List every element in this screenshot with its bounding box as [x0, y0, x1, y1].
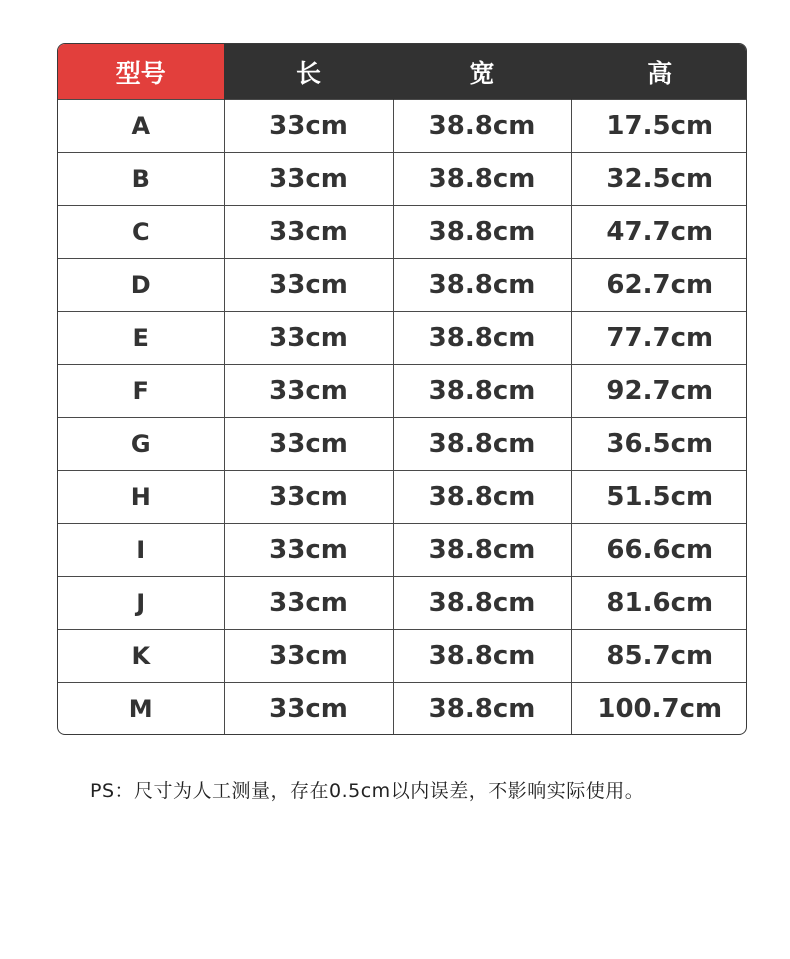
- length-cell: 33cm: [224, 577, 393, 630]
- table-row: [58, 577, 747, 630]
- model-cell: C: [58, 206, 224, 259]
- length-cell: 33cm: [224, 471, 393, 524]
- height-cell: 66.6cm: [571, 524, 747, 577]
- height-cell: 51.5cm: [571, 471, 747, 524]
- height-cell: 81.6cm: [571, 577, 747, 630]
- length-cell: 33cm: [224, 153, 393, 206]
- size-table-container: [57, 43, 747, 735]
- model-cell: H: [58, 471, 224, 524]
- height-cell: 100.7cm: [571, 683, 747, 736]
- width-cell: 38.8cm: [393, 471, 571, 524]
- table-row: [58, 683, 747, 736]
- height-cell: 92.7cm: [571, 365, 747, 418]
- length-cell: 33cm: [224, 206, 393, 259]
- measurement-note: PS：尺寸为人工测量，存在0.5cm以内误差，不影响实际使用。: [90, 780, 645, 802]
- model-cell: F: [58, 365, 224, 418]
- width-cell: 38.8cm: [393, 206, 571, 259]
- height-cell: 62.7cm: [571, 259, 747, 312]
- table-row: [58, 365, 747, 418]
- model-cell: G: [58, 418, 224, 471]
- model-cell: M: [58, 683, 224, 736]
- column-header-width: 宽: [393, 44, 571, 100]
- table-row: [58, 153, 747, 206]
- table-row: [58, 630, 747, 683]
- table-row: [58, 259, 747, 312]
- width-cell: 38.8cm: [393, 312, 571, 365]
- length-cell: 33cm: [224, 259, 393, 312]
- length-cell: 33cm: [224, 524, 393, 577]
- column-header-model: 型号: [58, 44, 224, 100]
- height-cell: 77.7cm: [571, 312, 747, 365]
- height-cell: 47.7cm: [571, 206, 747, 259]
- model-cell: J: [58, 577, 224, 630]
- table-row: [58, 206, 747, 259]
- width-cell: 38.8cm: [393, 577, 571, 630]
- length-cell: 33cm: [224, 683, 393, 736]
- height-cell: 36.5cm: [571, 418, 747, 471]
- width-cell: 38.8cm: [393, 365, 571, 418]
- length-cell: 33cm: [224, 312, 393, 365]
- height-cell: 17.5cm: [571, 100, 747, 153]
- table-row: [58, 471, 747, 524]
- model-cell: I: [58, 524, 224, 577]
- height-cell: 85.7cm: [571, 630, 747, 683]
- height-cell: 32.5cm: [571, 153, 747, 206]
- width-cell: 38.8cm: [393, 630, 571, 683]
- width-cell: 38.8cm: [393, 259, 571, 312]
- table-row: [58, 524, 747, 577]
- model-cell: A: [58, 100, 224, 153]
- width-cell: 38.8cm: [393, 100, 571, 153]
- table-row: [58, 312, 747, 365]
- width-cell: 38.8cm: [393, 418, 571, 471]
- table-row: [58, 100, 747, 153]
- width-cell: 38.8cm: [393, 153, 571, 206]
- model-cell: B: [58, 153, 224, 206]
- column-header-length: 长: [224, 44, 393, 100]
- model-cell: E: [58, 312, 224, 365]
- length-cell: 33cm: [224, 100, 393, 153]
- length-cell: 33cm: [224, 630, 393, 683]
- length-cell: 33cm: [224, 365, 393, 418]
- width-cell: 38.8cm: [393, 524, 571, 577]
- width-cell: 38.8cm: [393, 683, 571, 736]
- model-cell: D: [58, 259, 224, 312]
- length-cell: 33cm: [224, 418, 393, 471]
- column-header-height: 高: [571, 44, 747, 100]
- table-header-row: [58, 44, 747, 100]
- size-table: [58, 44, 747, 735]
- table-row: [58, 418, 747, 471]
- model-cell: K: [58, 630, 224, 683]
